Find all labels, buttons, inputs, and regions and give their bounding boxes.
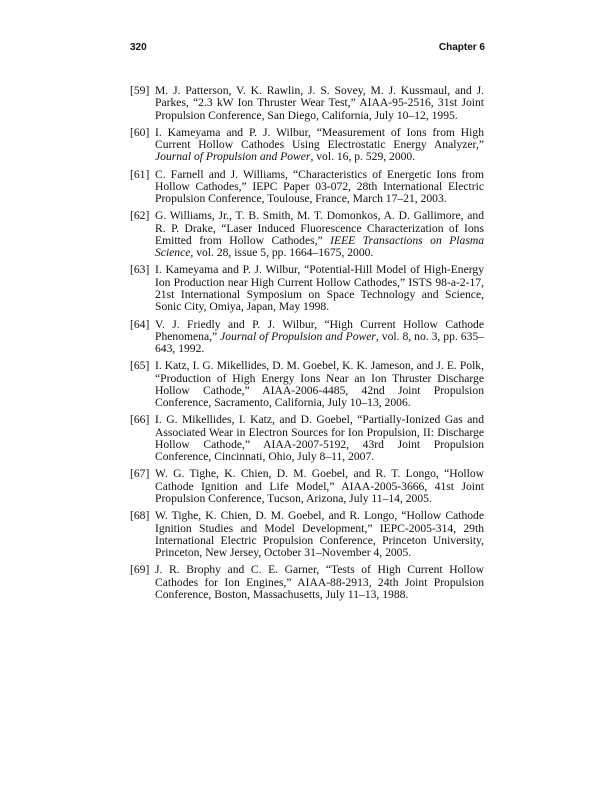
reference-number: [62]	[130, 209, 150, 223]
reference-segment: I. Kameyama and P. J. Wilbur, “Measurement of Ions from High Current Hollow Cathodes Using Electrostatic Energy Analyzer,”	[155, 125, 484, 152]
page-number: 320	[130, 42, 147, 53]
reference-segment: C. Farnell and J. Williams, “Characteristics of Energetic Ions from Hollow Cathodes,” IEPC Paper 03-072, 28th International Electric Propulsion Conference, Toulouse, France, March 17–21, 2003.	[155, 167, 484, 206]
reference-segment: I. Kameyama and P. J. Wilbur, “Potential-Hill Model of High-Energy Ion Production near High Current Hollow Cathodes,” ISTS 98-a-2-17, 21st International Symposium on Space Technology and Science, Sonic City, Omiya, Japan, May 1998.	[155, 263, 484, 314]
reference-number: [64]	[130, 317, 150, 331]
reference-number: [61]	[130, 167, 150, 181]
reference-text	[155, 169, 484, 206]
reference-number: [60]	[130, 125, 150, 139]
journal-title: Journal of Propulsion and Power	[220, 329, 376, 343]
reference-number: [66]	[130, 413, 150, 427]
reference-number: [59]	[130, 84, 150, 97]
reference-item	[130, 510, 484, 559]
reference-segment: W. G. Tighe, K. Chien, D. M. Goebel, and R. T. Longo, “Hollow Cathode Ignition and Life Model,” AIAA-2005-3666, 41st Joint Propulsion Conference, Tucson, Arizona, July 11–14, 2005.	[155, 467, 484, 506]
reference-text	[155, 510, 484, 559]
journal-title: IEEE Transactions on Plasma Science	[155, 233, 485, 260]
reference-segment: J. R. Brophy and C. E. Garner, “Tests of High Current Hollow Cathodes for Ion Engines,” AIAA-88-2913, 24th Joint Propulsion Conference, Boston, Massachusetts, July 11–13, 1988.	[155, 563, 484, 601]
chapter-title: Chapter 6	[438, 42, 485, 53]
reference-item	[130, 85, 484, 122]
running-header	[130, 42, 485, 53]
reference-item	[130, 169, 484, 206]
reference-text	[155, 360, 484, 409]
reference-text	[155, 127, 484, 164]
reference-number: [67]	[130, 467, 150, 481]
reference-segment: I. G. Mikellides, I. Katz, and D. Goebel, “Partially-Ionized Gas and Associated Wear in Electron Sources for Ion Propulsion, II: Discharge Hollow Cathode,” AIAA-2007-5192, 43rd Joint Propulsion Conference, Cincinnati, Ohio, July 8–11, 2007.	[155, 413, 484, 464]
reference-number: [65]	[130, 359, 150, 373]
reference-text	[155, 85, 484, 122]
reference-segment: G. Williams, Jr., T. B. Smith, M. T. Domonkos, A. D. Gallimore, and R. P. Drake, “Laser Induced Fluorescence Characterization of Ions Emitted from Hollow Cathodes,”	[155, 209, 484, 247]
reference-segment: , vol. 28, issue 5, pp. 1664–1675, 2000.	[190, 246, 374, 260]
reference-item	[130, 564, 484, 601]
reference-item	[130, 127, 484, 164]
reference-segment: , vol. 8, no. 3, pp. 635–643, 1992.	[155, 329, 484, 356]
reference-text	[155, 264, 484, 313]
reference-list	[130, 85, 484, 606]
reference-segment: V. J. Friedly and P. J. Wilbur, “High Current Hollow Cathode Phenomena,”	[155, 317, 484, 343]
journal-title: Journal of Propulsion and Power	[155, 150, 311, 164]
reference-text	[155, 414, 484, 463]
reference-item	[130, 264, 484, 313]
reference-text	[155, 210, 484, 259]
reference-segment: M. J. Patterson, V. K. Rawlin, J. S. Sovey, M. J. Kussmaul, and J. Parkes, “2.3 kW Ion Thruster Wear Test,” AIAA-95-2516, 31st Joint Propulsion Conference, San Diego, California, July 10–12, 1995.	[155, 84, 484, 122]
reference-text	[155, 564, 484, 601]
reference-segment: I. Katz, I. G. Mikellides, D. M. Goebel, K. K. Jameson, and J. E. Polk, “Production of High Energy Ions Near an Ion Thruster Discharge Hollow Cathode,” AIAA-2006-4485, 42nd Joint Propulsion Conference, Sacramento, California, July 10–13, 2006.	[155, 359, 484, 410]
reference-text	[155, 319, 484, 356]
reference-item	[130, 414, 484, 463]
reference-number: [69]	[130, 563, 150, 577]
reference-segment: , vol. 16, p. 529, 2000.	[310, 150, 416, 164]
reference-item	[130, 319, 484, 356]
reference-number: [63]	[130, 263, 150, 277]
reference-item	[130, 360, 484, 409]
reference-text	[155, 468, 484, 505]
reference-item	[130, 210, 484, 259]
reference-number: [68]	[130, 509, 150, 523]
reference-item	[130, 468, 484, 505]
reference-segment: W. Tighe, K. Chien, D. M. Goebel, and R. Longo, “Hollow Cathode Ignition Studies and Model Development,” IEPC-2005-314, 29th International Electric Propulsion Conference, Princeton University, Princeton, New Jersey, October 31–November 4, 2005.	[155, 509, 484, 560]
